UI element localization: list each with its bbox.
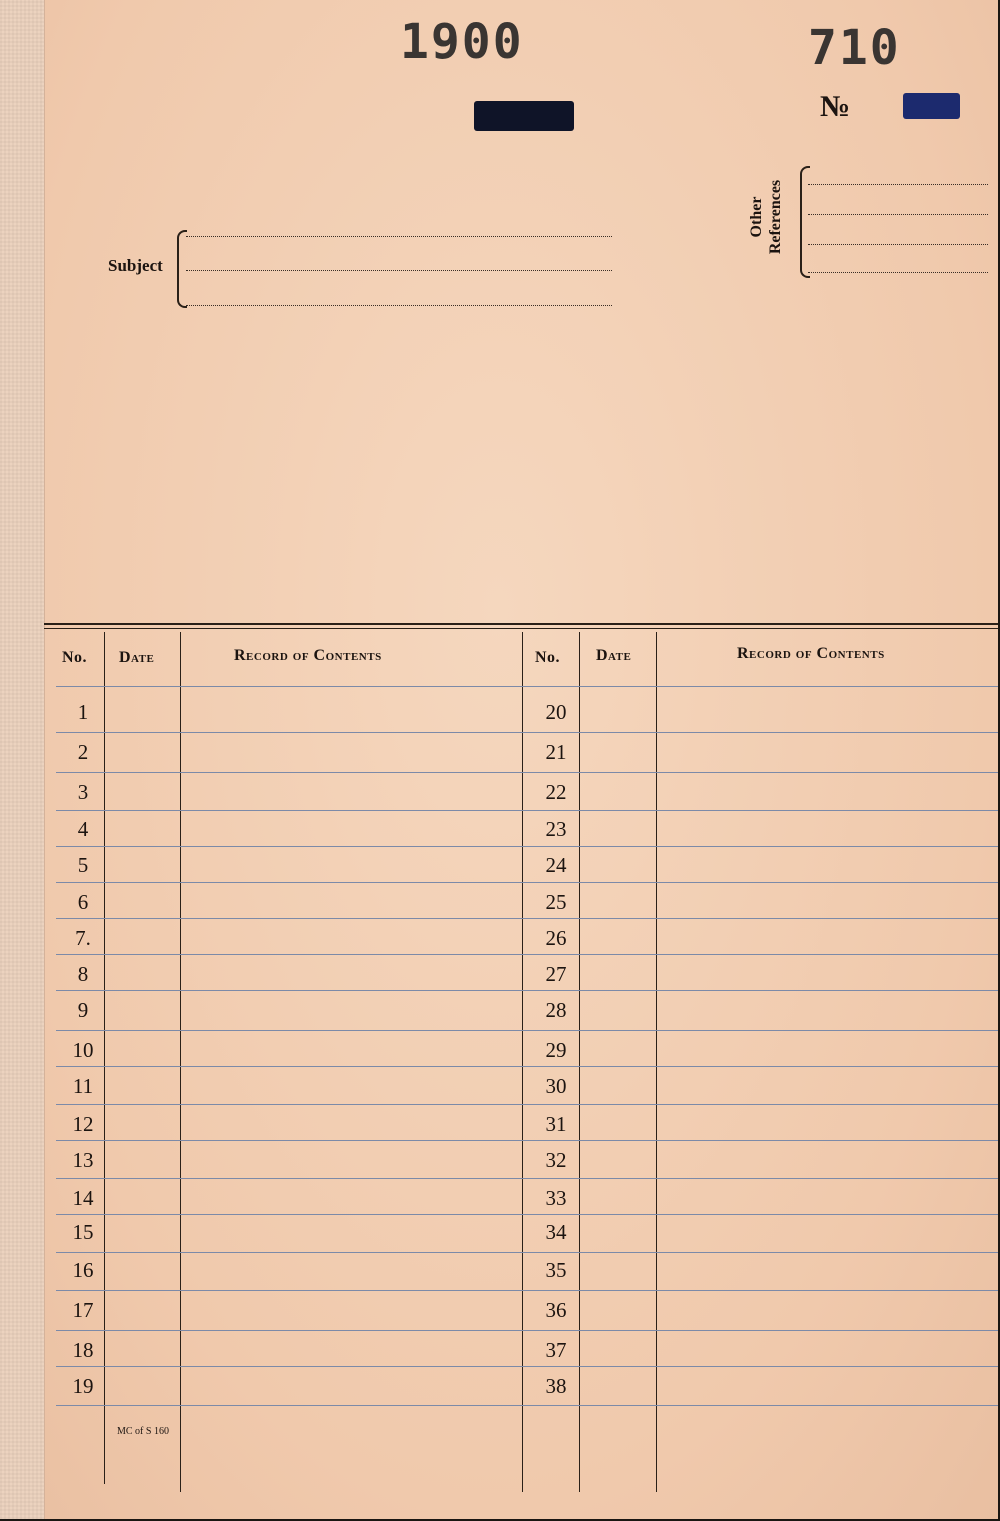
file-number-stamp: 710 (808, 20, 901, 76)
header-date-right: Date (596, 647, 632, 664)
row-number: 11 (72, 1074, 94, 1098)
row-rule (56, 1330, 998, 1331)
redaction-block (474, 101, 574, 131)
reference-line (808, 244, 988, 245)
year-stamp: 1900 (400, 14, 524, 70)
row-rule (56, 1290, 998, 1291)
other-references-line1: Other (748, 196, 765, 238)
row-number: 34 (545, 1220, 567, 1244)
row-number: 5 (77, 853, 89, 877)
row-number: 19 (72, 1374, 94, 1398)
other-references-line2: References (767, 179, 784, 255)
row-number: 18 (72, 1338, 94, 1362)
row-number: 30 (545, 1074, 567, 1098)
row-number: 26 (545, 926, 567, 950)
column-divider (522, 632, 523, 1492)
row-number: 2 (77, 740, 89, 764)
reference-line (808, 184, 988, 185)
row-number: 36 (545, 1298, 567, 1322)
row-number: 22 (545, 780, 567, 804)
row-rule (56, 846, 998, 847)
row-number: 4 (77, 817, 89, 841)
redaction-block (903, 93, 960, 119)
row-rule (56, 990, 998, 991)
row-number: 27 (545, 962, 567, 986)
row-number: 29 (545, 1038, 567, 1062)
row-number: 35 (545, 1258, 567, 1282)
row-number: 25 (545, 890, 567, 914)
other-references-label (747, 162, 785, 272)
row-number: 33 (545, 1186, 567, 1210)
row-rule (56, 1140, 998, 1141)
row-number: 1 (77, 700, 89, 724)
row-rule (56, 1252, 998, 1253)
header-record-left: Record of Contents (234, 647, 382, 664)
form-code: MC of S 160 (117, 1426, 169, 1437)
row-number: 9 (77, 998, 89, 1022)
row-number: 20 (545, 700, 567, 724)
row-rule (56, 1030, 998, 1031)
row-number: 37 (545, 1338, 567, 1362)
binding-spine (0, 0, 45, 1519)
row-number: 10 (72, 1038, 94, 1062)
header-record-right: Record of Contents (737, 645, 885, 662)
column-divider (180, 632, 181, 1492)
row-rule (56, 1214, 998, 1215)
row-rule (56, 1366, 998, 1367)
references-brace (800, 166, 810, 278)
subject-label: Subject (108, 256, 163, 275)
table-top-rule (44, 628, 998, 629)
row-rule (56, 1178, 998, 1179)
row-rule (56, 918, 998, 919)
row-number: 15 (72, 1220, 94, 1244)
row-number: 38 (545, 1374, 567, 1398)
row-rule (56, 686, 998, 687)
subject-line (186, 270, 612, 271)
row-number: 23 (545, 817, 567, 841)
header-no-right: No. (535, 649, 561, 666)
column-divider (656, 632, 657, 1492)
row-number: 17 (72, 1298, 94, 1322)
row-number: 32 (545, 1148, 567, 1172)
row-number: 24 (545, 853, 567, 877)
row-rule (56, 1104, 998, 1105)
row-rule (56, 732, 998, 733)
row-rule (56, 1405, 998, 1406)
row-number: 3 (77, 780, 89, 804)
row-number: 6 (77, 890, 89, 914)
row-rule (56, 1066, 998, 1067)
header-date-left: Date (119, 649, 155, 666)
header-no-left: No. (62, 649, 88, 666)
row-number: 14 (72, 1186, 94, 1210)
row-rule (56, 810, 998, 811)
subject-brace (177, 230, 187, 308)
row-number: 12 (72, 1112, 94, 1136)
row-number: 31 (545, 1112, 567, 1136)
number-label: № (820, 90, 851, 123)
subject-line (186, 305, 612, 306)
row-rule (56, 882, 998, 883)
row-number: 28 (545, 998, 567, 1022)
row-rule (56, 772, 998, 773)
row-number: 7. (75, 926, 91, 950)
reference-line (808, 272, 988, 273)
row-number: 21 (545, 740, 567, 764)
row-number: 13 (72, 1148, 94, 1172)
row-number: 8 (77, 962, 89, 986)
subject-line (186, 236, 612, 237)
reference-line (808, 214, 988, 215)
table-top-rule (44, 623, 998, 625)
row-rule (56, 954, 998, 955)
row-number: 16 (72, 1258, 94, 1282)
